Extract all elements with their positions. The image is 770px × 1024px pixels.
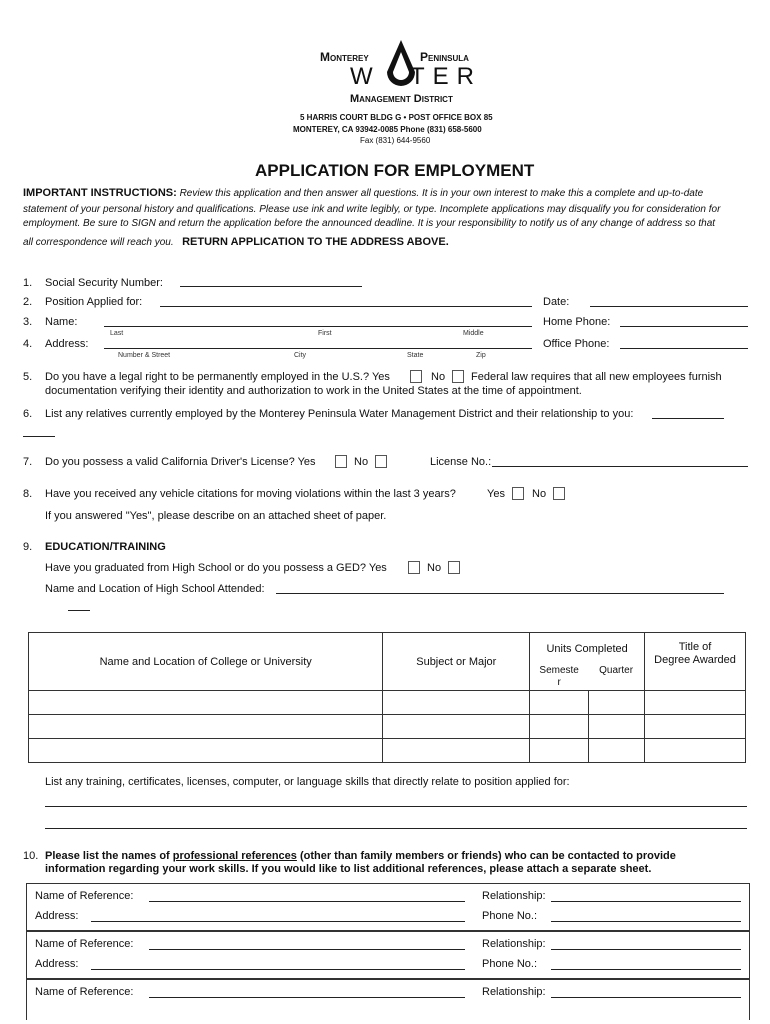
- q5-note: Federal law requires that all new employees furnish: [471, 371, 722, 383]
- q5-no-label: No: [431, 371, 446, 383]
- col-college: Name and Location of College or University: [29, 633, 383, 691]
- ref1-relationship-label: Relationship:: [482, 890, 546, 902]
- instructions-label: IMPORTANT INSTRUCTIONS:: [23, 187, 177, 199]
- training-label: List any training, certificates, licenses, computer, or language skills that directly relate to position applied for:: [45, 776, 570, 788]
- instructions-line2: statement of your personal history and qualifications. Please use ink and write legibly, or type. Incomplete applications may disqualify you for consideration for: [23, 204, 721, 215]
- date-field[interactable]: [590, 306, 748, 307]
- reference-3: [26, 979, 750, 1020]
- name-field[interactable]: [104, 326, 532, 327]
- ssn-field[interactable]: [180, 286, 362, 287]
- address-line2: MONTEREY, CA 93942-0085 Phone (831) 658-5600: [293, 125, 482, 134]
- q10-line2: information regarding your work skills. If you would like to list additional references, please attach a separate sheet.: [45, 863, 652, 875]
- date-label: Date:: [543, 296, 570, 308]
- instructions-line3: employment. Be sure to SIGN and return the application before the announced deadline. It is your responsibility to notify us of any change of address so that: [23, 218, 716, 229]
- hs-field-cont[interactable]: [68, 610, 90, 611]
- q10-line1-a: Please list the names of: [45, 850, 173, 862]
- hs-field[interactable]: [276, 593, 724, 594]
- q5-num: 5.: [23, 371, 33, 383]
- q10-line1: [45, 850, 676, 862]
- ref2-relationship-label: Relationship:: [482, 938, 546, 950]
- q2-label: Position Applied for:: [45, 296, 143, 308]
- ref2-name-field[interactable]: [149, 949, 465, 950]
- ged-no-label: No: [427, 562, 442, 574]
- q8-num: 8.: [23, 488, 33, 500]
- col-degree-line2: Degree Awarded: [654, 654, 736, 666]
- col-semester: [530, 665, 588, 691]
- col-semester-line1: Semeste: [539, 664, 579, 676]
- instructions: [23, 187, 703, 199]
- q7-no-label: No: [354, 456, 369, 468]
- ref3-relationship-label: Relationship:: [482, 986, 546, 998]
- q5-line1: Do you have a legal right to be permanently employed in the U.S.? Yes: [45, 371, 390, 383]
- ref2-relationship-field[interactable]: [551, 949, 741, 950]
- ref1-relationship-field[interactable]: [551, 901, 741, 902]
- q5-line2: documentation verifying their identity and authorization to work in the United States at the time of appointment.: [45, 385, 582, 397]
- q7-no-checkbox[interactable]: [375, 455, 387, 468]
- ref1-phone-label: Phone No.:: [482, 910, 538, 922]
- home-phone-label: Home Phone:: [543, 316, 611, 328]
- ref3-relationship-field[interactable]: [551, 997, 741, 998]
- q8-yes-label: Yes: [487, 488, 505, 500]
- logo-w: W: [350, 63, 375, 90]
- ref1-name-label: Name of Reference:: [35, 890, 134, 902]
- relatives-field-cont[interactable]: [23, 436, 55, 437]
- col-degree-line1: Title of: [678, 641, 712, 653]
- q9-label: EDUCATION/TRAINING: [45, 541, 166, 553]
- q9-num: 9.: [23, 541, 33, 553]
- q7-num: 7.: [23, 456, 33, 468]
- ref1-phone-field[interactable]: [551, 921, 741, 922]
- position-field[interactable]: [160, 306, 532, 307]
- q3-label: Name:: [45, 316, 78, 328]
- q4-label: Address:: [45, 338, 89, 350]
- q4-num: 4.: [23, 338, 33, 350]
- reference-2: [26, 931, 750, 979]
- logo-line3: Management District: [350, 93, 453, 105]
- q6-num: 6.: [23, 408, 33, 420]
- col-quarter: Quarter: [588, 665, 644, 691]
- home-phone-field[interactable]: [620, 326, 748, 327]
- ref1-address-label: Address:: [35, 910, 79, 922]
- name-last-caption: Last: [110, 330, 124, 337]
- q1-num: 1.: [23, 277, 33, 289]
- q7-label: Do you possess a valid California Driver's License? Yes: [45, 456, 316, 468]
- table-row[interactable]: [29, 715, 746, 739]
- q8-no-checkbox[interactable]: [553, 487, 565, 500]
- hs-label: Name and Location of High School Attended:: [45, 583, 265, 595]
- training-field-2[interactable]: [45, 828, 747, 829]
- q8-no-label: No: [532, 488, 547, 500]
- page-title: APPLICATION FOR EMPLOYMENT: [255, 161, 535, 180]
- instructions-last: [23, 232, 449, 250]
- reference-1: [26, 883, 750, 931]
- instructions-line1: Review this application and then answer all questions. It is in your own interest to make this a complete and up-to-date: [179, 188, 704, 199]
- q10-line1-b: (other than family members or friends) who can be contacted to provide: [296, 850, 676, 862]
- address-street-caption: Number & Street: [118, 352, 171, 359]
- col-semester-line2: r: [557, 676, 561, 688]
- name-middle-caption: Middle: [463, 330, 484, 337]
- office-phone-label: Office Phone:: [543, 338, 610, 350]
- logo-ter: TER: [410, 63, 482, 90]
- col-degree: [645, 633, 746, 691]
- q3-num: 3.: [23, 316, 33, 328]
- logo-line1-right: Peninsula: [420, 50, 469, 64]
- logo-line1-left: Monterey: [320, 50, 369, 64]
- ref2-address-label: Address:: [35, 958, 79, 970]
- address-zip-caption: Zip: [476, 352, 486, 359]
- q2-num: 2.: [23, 296, 33, 308]
- ref1-address-field[interactable]: [91, 921, 465, 922]
- ref2-address-field[interactable]: [91, 969, 465, 970]
- instructions-return: RETURN APPLICATION TO THE ADDRESS ABOVE.: [182, 236, 449, 248]
- q5-no-checkbox[interactable]: [452, 370, 464, 383]
- ged-yes-checkbox[interactable]: [408, 561, 420, 574]
- ref2-phone-label: Phone No.:: [482, 958, 538, 970]
- col-units: Units Completed: [530, 633, 645, 665]
- q7-yes-checkbox[interactable]: [335, 455, 347, 468]
- q1-label: Social Security Number:: [45, 277, 163, 289]
- fax: Fax (831) 644-9560: [360, 136, 431, 145]
- table-row[interactable]: [29, 739, 746, 763]
- instructions-line4: all correspondence will reach you.: [23, 237, 174, 248]
- license-field[interactable]: [492, 466, 748, 467]
- office-phone-field[interactable]: [620, 348, 748, 349]
- name-first-caption: First: [318, 330, 332, 337]
- q6-label: List any relatives currently employed by the Monterey Peninsula Water Management District and their relationship to you:: [45, 408, 634, 420]
- q8-yes-checkbox[interactable]: [512, 487, 524, 500]
- address-state-caption: State: [407, 352, 424, 359]
- ref2-phone-field[interactable]: [551, 969, 741, 970]
- ref1-name-field[interactable]: [149, 901, 465, 902]
- q8-label: Have you received any vehicle citations for moving violations within the last 3 years?: [45, 488, 456, 500]
- address-city-caption: City: [294, 352, 307, 359]
- education-table: [28, 632, 746, 763]
- address-field[interactable]: [104, 348, 532, 349]
- relatives-field[interactable]: [652, 418, 724, 419]
- ref3-name-label: Name of Reference:: [35, 986, 134, 998]
- q5-yes-checkbox[interactable]: [410, 370, 422, 383]
- training-field-1[interactable]: [45, 806, 747, 807]
- q10-line1-u: professional references: [172, 850, 297, 862]
- ref3-name-field[interactable]: [149, 997, 465, 998]
- q8-follow: If you answered "Yes", please describe on an attached sheet of paper.: [45, 510, 387, 522]
- address-line1: 5 HARRIS COURT BLDG G • POST OFFICE BOX 85: [300, 113, 493, 122]
- col-subject: Subject or Major: [383, 633, 530, 691]
- q10-num: 10.: [23, 850, 39, 862]
- table-row[interactable]: [29, 691, 746, 715]
- license-label: License No.:: [430, 456, 492, 468]
- ged-no-checkbox[interactable]: [448, 561, 460, 574]
- ref2-name-label: Name of Reference:: [35, 938, 134, 950]
- q9-ged: Have you graduated from High School or do you possess a GED? Yes: [45, 562, 387, 574]
